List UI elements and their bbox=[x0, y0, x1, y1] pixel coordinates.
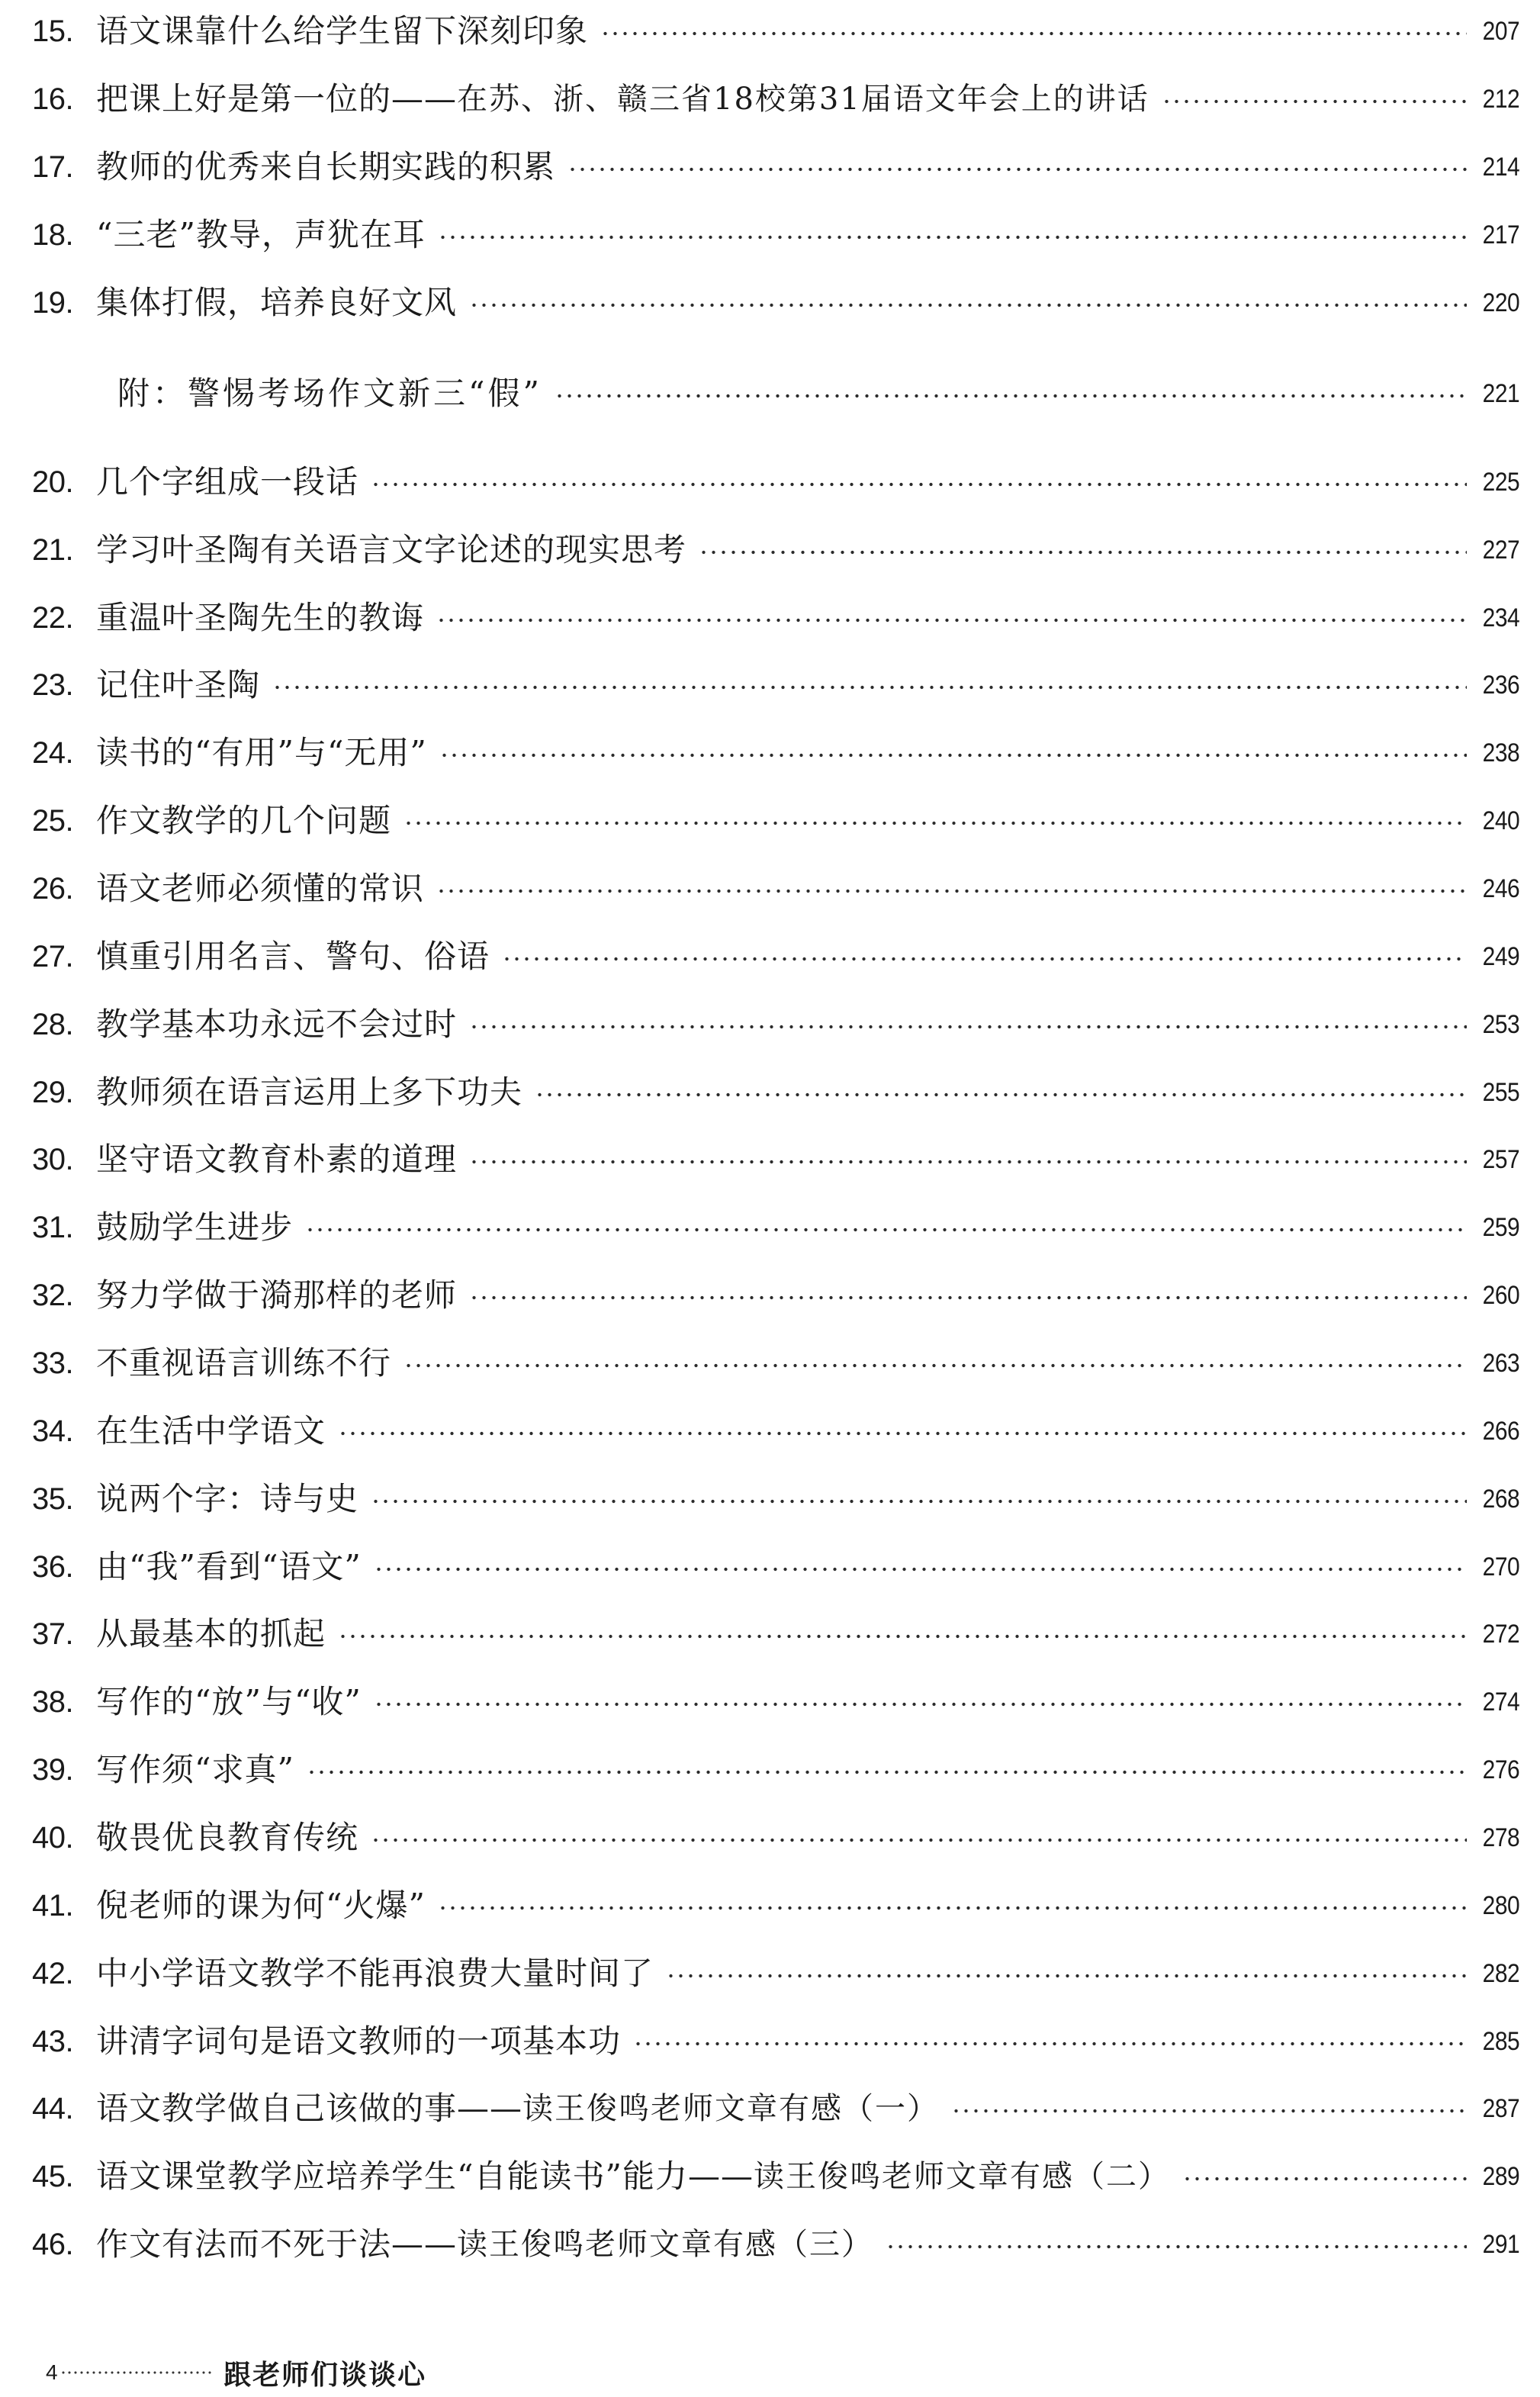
dot-leader bbox=[535, 1092, 1467, 1097]
entry-number: 37. bbox=[32, 1617, 74, 1651]
toc-entry[interactable] bbox=[32, 1544, 1519, 1590]
dot-leader bbox=[438, 235, 1467, 240]
toc-entry[interactable] bbox=[32, 1070, 1519, 1115]
dot-leader bbox=[666, 1974, 1467, 1978]
toc-entry[interactable] bbox=[32, 1476, 1519, 1522]
toc-entry[interactable] bbox=[32, 2086, 1519, 2132]
dot-leader bbox=[600, 31, 1467, 36]
entry-title: 由“我”看到“语文” bbox=[96, 1548, 362, 1585]
entry-title: 作文教学的几个问题 bbox=[96, 802, 392, 839]
entry-title: 在生活中学语文 bbox=[96, 1412, 326, 1449]
entry-title: 集体打假，培养良好文风 bbox=[96, 284, 458, 321]
entry-page-number: 253 bbox=[1482, 1010, 1519, 1039]
toc-entry[interactable] bbox=[32, 1611, 1519, 1657]
entry-title: 努力学做于漪那样的老师 bbox=[96, 1276, 458, 1314]
footer-page-number: 4 bbox=[46, 2360, 58, 2384]
entry-page-number: 274 bbox=[1482, 1688, 1519, 1717]
entry-title: 记住叶圣陶 bbox=[96, 666, 261, 703]
entry-title: 几个字组成一段话 bbox=[96, 463, 359, 500]
entry-page-number: 263 bbox=[1482, 1349, 1519, 1378]
toc-entry[interactable] bbox=[32, 1002, 1519, 1047]
entry-title: 附：警惕考场作文新三“假” bbox=[117, 375, 542, 412]
entry-title: 读书的“有用”与“无用” bbox=[96, 734, 427, 771]
entry-page-number: 227 bbox=[1482, 536, 1519, 565]
entry-number: 22. bbox=[32, 601, 74, 635]
dot-leader bbox=[469, 1160, 1467, 1164]
entry-page-number: 285 bbox=[1482, 2027, 1519, 2056]
dot-leader bbox=[567, 167, 1467, 172]
entry-page-number: 214 bbox=[1482, 153, 1519, 182]
dot-leader bbox=[633, 2041, 1467, 2046]
entry-number: 25. bbox=[32, 804, 74, 838]
entry-title: 教师须在语言运用上多下功夫 bbox=[96, 1073, 523, 1111]
entry-title: 学习叶圣陶有关语言文字论述的现实思考 bbox=[96, 531, 687, 568]
dot-leader bbox=[374, 1702, 1467, 1707]
toc-entry[interactable] bbox=[32, 1679, 1519, 1725]
dot-leader bbox=[403, 821, 1467, 825]
entry-title: 写作须“求真” bbox=[96, 1751, 294, 1788]
entry-number: 29. bbox=[32, 1076, 74, 1109]
entry-number: 26. bbox=[32, 872, 74, 906]
entry-subtitle: 读王俊鸣老师文章有感（三） bbox=[457, 2227, 874, 2262]
dot-leader bbox=[439, 753, 1467, 758]
toc-entry[interactable] bbox=[32, 8, 1519, 54]
entry-page-number: 259 bbox=[1482, 1213, 1519, 1242]
entry-page-number: 220 bbox=[1482, 288, 1519, 317]
entry-page-number: 217 bbox=[1482, 220, 1519, 249]
entry-number: 36. bbox=[32, 1550, 74, 1584]
entry-title: 讲清字词句是语文教师的一项基本功 bbox=[96, 2022, 622, 2060]
dot-leader bbox=[469, 1295, 1467, 1300]
entry-number: 24. bbox=[32, 736, 74, 770]
entry-number: 38. bbox=[32, 1685, 74, 1719]
dot-leader bbox=[886, 2244, 1467, 2249]
dot-leader bbox=[502, 957, 1467, 961]
toc-entry[interactable] bbox=[32, 2154, 1519, 2199]
entry-number: 18. bbox=[32, 218, 74, 252]
entry-number: 39. bbox=[32, 1753, 74, 1787]
entry-number: 15. bbox=[32, 14, 74, 48]
entry-title: 鼓励学生进步 bbox=[96, 1208, 294, 1246]
entry-page-number: 236 bbox=[1482, 671, 1519, 700]
dot-leader bbox=[371, 1838, 1467, 1842]
dot-leader bbox=[272, 685, 1467, 690]
dot-leader bbox=[1182, 2177, 1467, 2181]
entry-page-number: 249 bbox=[1482, 942, 1519, 971]
entry-number: 34. bbox=[32, 1414, 74, 1448]
entry-title: 坚守语文教育朴素的道理 bbox=[96, 1141, 458, 1178]
entry-page-number: 207 bbox=[1482, 17, 1519, 46]
toc-entry[interactable] bbox=[32, 1815, 1519, 1861]
entry-page-number: 212 bbox=[1482, 85, 1519, 114]
entry-page-number: 240 bbox=[1482, 806, 1519, 835]
toc-entry[interactable] bbox=[32, 595, 1519, 641]
entry-title: 语文课堂教学应培养学生“自能读书”能力—— bbox=[96, 2157, 754, 2195]
dot-leader bbox=[951, 2109, 1467, 2113]
entry-title: 语文教学做自己该做的事—— bbox=[96, 2090, 523, 2127]
dot-leader bbox=[374, 1567, 1467, 1572]
entry-subtitle: 读王俊鸣老师文章有感（一） bbox=[522, 2091, 940, 2126]
toc-entry[interactable] bbox=[32, 2019, 1519, 2064]
entry-number: 31. bbox=[32, 1211, 74, 1244]
toc-entry[interactable] bbox=[32, 798, 1519, 844]
entry-page-number: 272 bbox=[1482, 1620, 1519, 1649]
entry-title: 把课上好是第一位的—— bbox=[96, 80, 458, 117]
toc-entry[interactable] bbox=[32, 459, 1519, 505]
dot-leader bbox=[338, 1634, 1467, 1639]
entry-number: 41. bbox=[32, 1889, 74, 1922]
toc-appendix-entry[interactable] bbox=[32, 371, 1519, 417]
dot-leader bbox=[469, 1025, 1467, 1029]
entry-number: 27. bbox=[32, 940, 74, 973]
dot-leader bbox=[403, 1363, 1467, 1368]
entry-page-number: 278 bbox=[1482, 1823, 1519, 1852]
entry-number: 28. bbox=[32, 1008, 74, 1041]
toc-entry[interactable] bbox=[32, 280, 1519, 326]
entry-title: 不重视语言训练不行 bbox=[96, 1344, 392, 1382]
dot-leader bbox=[699, 550, 1467, 555]
entry-page-number: 282 bbox=[1482, 1959, 1519, 1988]
toc-entry[interactable] bbox=[32, 212, 1519, 258]
dot-leader bbox=[436, 889, 1467, 893]
entry-page-number: 246 bbox=[1482, 874, 1519, 903]
entry-page-number: 234 bbox=[1482, 603, 1519, 632]
entry-number: 17. bbox=[32, 150, 74, 184]
dot-leader bbox=[438, 1906, 1467, 1910]
entry-number: 23. bbox=[32, 668, 74, 702]
entry-title: 慎重引用名言、警句、俗语 bbox=[96, 938, 490, 975]
entry-number: 46. bbox=[32, 2228, 74, 2261]
footer-book-title: 跟老师们谈谈心 bbox=[223, 2358, 427, 2391]
entry-page-number: 289 bbox=[1482, 2162, 1519, 2191]
entry-title: 教学基本功永远不会过时 bbox=[96, 1005, 458, 1043]
entry-number: 35. bbox=[32, 1482, 74, 1516]
entry-title: 重温叶圣陶先生的教诲 bbox=[96, 599, 425, 636]
entry-number: 33. bbox=[32, 1347, 74, 1380]
entry-number: 30. bbox=[32, 1143, 74, 1176]
entry-number: 42. bbox=[32, 1957, 74, 1990]
entry-title: “三老”教导，声犹在耳 bbox=[96, 216, 426, 253]
entry-page-number: 238 bbox=[1482, 738, 1519, 767]
entry-title: 中小学语文教学不能再浪费大量时间了 bbox=[96, 1955, 654, 1992]
toc-entry[interactable] bbox=[32, 1883, 1519, 1929]
entry-title: 说两个字：诗与史 bbox=[96, 1480, 359, 1517]
entry-number: 43. bbox=[32, 2025, 74, 2058]
entry-page-number: 225 bbox=[1482, 468, 1519, 497]
entry-page-number: 266 bbox=[1482, 1417, 1519, 1446]
dot-leader bbox=[307, 1770, 1467, 1774]
entry-number: 44. bbox=[32, 2092, 74, 2125]
entry-title: 敬畏优良教育传统 bbox=[96, 1819, 359, 1856]
dot-leader bbox=[338, 1431, 1467, 1436]
entry-page-number: 221 bbox=[1482, 379, 1519, 408]
toc-entry[interactable] bbox=[32, 527, 1519, 573]
toc-entry[interactable] bbox=[32, 1408, 1519, 1454]
dot-leader bbox=[305, 1227, 1467, 1232]
entry-title: 作文有法而不死于法—— bbox=[96, 2225, 458, 2263]
toc-entry[interactable] bbox=[32, 934, 1519, 980]
toc-entry[interactable] bbox=[32, 730, 1519, 776]
entry-page-number: 280 bbox=[1482, 1891, 1519, 1920]
toc-entry[interactable] bbox=[32, 1273, 1519, 1318]
entry-number: 45. bbox=[32, 2160, 74, 2193]
entry-page-number: 268 bbox=[1482, 1485, 1519, 1514]
dot-leader bbox=[371, 482, 1467, 487]
entry-number: 32. bbox=[32, 1279, 74, 1312]
entry-title: 从最基本的抓起 bbox=[96, 1615, 326, 1652]
entry-page-number: 255 bbox=[1482, 1078, 1519, 1107]
entry-title: 写作的“放”与“收” bbox=[96, 1683, 362, 1720]
entry-number: 16. bbox=[32, 82, 74, 116]
toc-entry[interactable] bbox=[32, 866, 1519, 912]
entry-title: 倪老师的课为何“火爆” bbox=[96, 1887, 426, 1924]
entry-title: 教师的优秀来自长期实践的积累 bbox=[96, 148, 556, 185]
entry-page-number: 270 bbox=[1482, 1552, 1519, 1581]
toc-entry[interactable] bbox=[32, 662, 1519, 708]
toc-entry[interactable] bbox=[32, 1747, 1519, 1793]
entry-title: 语文课靠什么给学生留下深刻印象 bbox=[96, 12, 589, 50]
toc-entry[interactable] bbox=[32, 2222, 1519, 2267]
entry-page-number: 276 bbox=[1482, 1755, 1519, 1784]
toc-entry[interactable] bbox=[32, 1951, 1519, 1996]
entry-subtitle: 在苏、浙、赣三省18校第31届语文年会上的讲话 bbox=[457, 82, 1149, 117]
entry-page-number: 257 bbox=[1482, 1145, 1519, 1174]
toc-entry[interactable] bbox=[32, 1137, 1519, 1182]
page-footer bbox=[46, 2354, 732, 2392]
dot-leader bbox=[1162, 99, 1467, 104]
dot-leader bbox=[555, 394, 1467, 398]
dot-leader bbox=[436, 618, 1467, 623]
entry-number: 20. bbox=[32, 465, 74, 499]
entry-number: 21. bbox=[32, 533, 74, 567]
entry-number: 40. bbox=[32, 1821, 74, 1855]
entry-number: 19. bbox=[32, 286, 74, 320]
toc-entry[interactable] bbox=[32, 1205, 1519, 1250]
dot-leader bbox=[469, 303, 1467, 307]
entry-subtitle: 读王俊鸣老师文章有感（二） bbox=[753, 2159, 1170, 2194]
toc-entry[interactable] bbox=[32, 144, 1519, 190]
entry-page-number: 260 bbox=[1482, 1281, 1519, 1310]
toc-entry[interactable] bbox=[32, 1340, 1519, 1386]
entry-page-number: 291 bbox=[1482, 2230, 1519, 2259]
footer-dot-leader bbox=[60, 2371, 213, 2374]
entry-page-number: 287 bbox=[1482, 2094, 1519, 2123]
entry-title: 语文老师必须懂的常识 bbox=[96, 870, 425, 907]
toc-entry[interactable] bbox=[32, 76, 1519, 122]
dot-leader bbox=[371, 1499, 1467, 1504]
